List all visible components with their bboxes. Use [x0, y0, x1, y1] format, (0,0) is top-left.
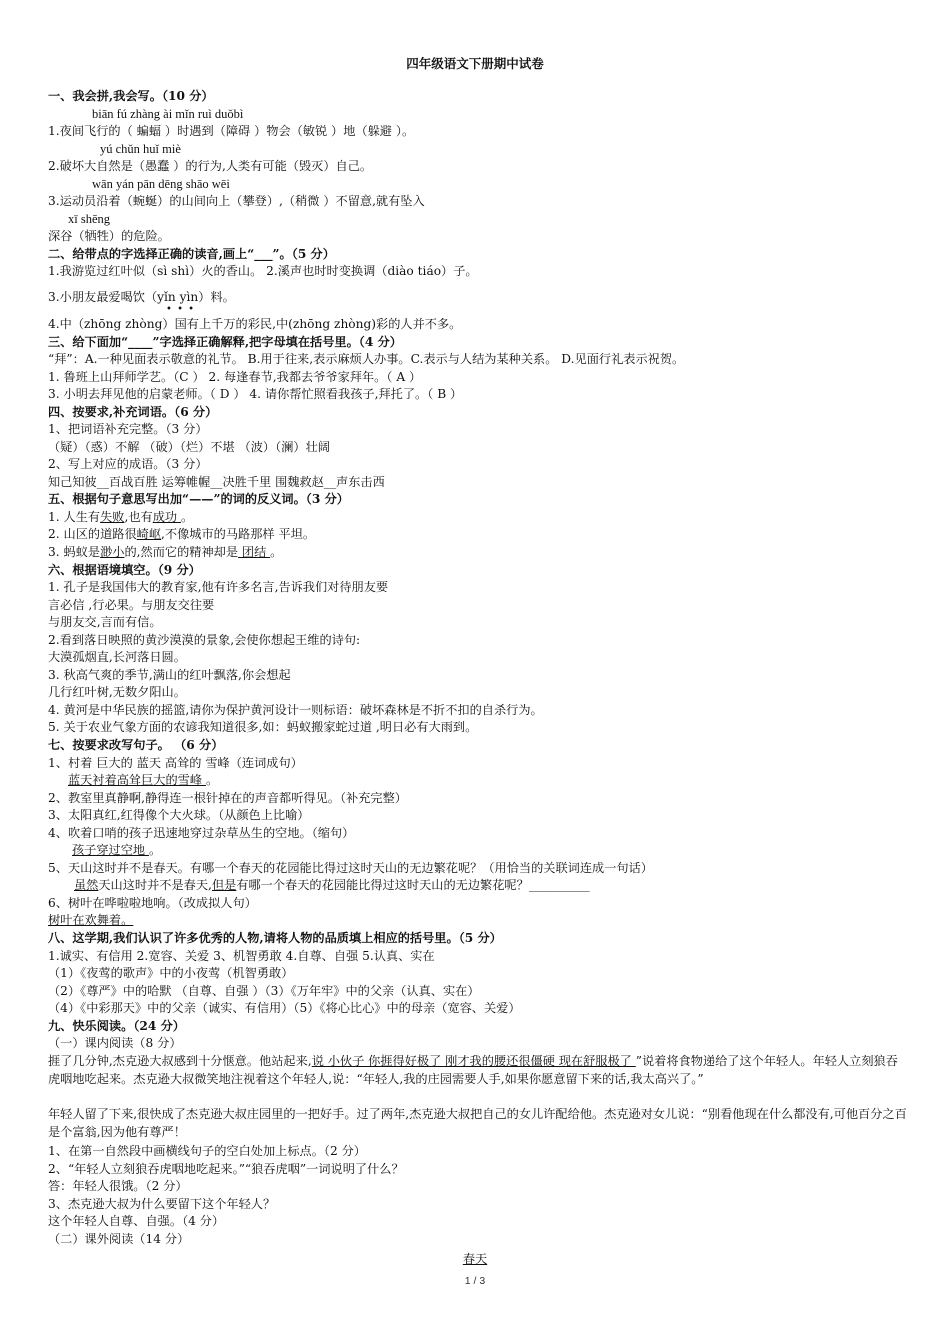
question-6-2: 2.看到落日映照的黄沙漠漠的景象,会使你想起王维的诗句:: [48, 633, 361, 647]
question-4-1: 1、把词语补充完整。（3 分）: [48, 422, 208, 436]
reading-1-paragraph-2: 年轻人留了下来,很快成了杰克逊大叔庄园里的一把好手。过了两年,杰克逊大叔把自己的女儿许配给他。杰克逊对女儿说：“别看他现在什么都没有,可他百分之百是个富翁,因为他有尊严！: [48, 1107, 907, 1139]
reading-2-heading: （二）课外阅读（14 分）: [48, 1232, 190, 1246]
question-4-2: 2、写上对应的成语。（3 分）: [48, 457, 208, 471]
question-7-6-answer: 树叶在欢舞着。: [48, 913, 134, 927]
section-7-heading: 七、按要求改写句子。 （6 分）: [48, 738, 224, 752]
question-3-1: 1. 鲁班上山拜师学艺。（C ） 2. 每逢春节,我都去爷爷家拜年。（ A ）: [48, 370, 422, 384]
section-8-heading: 八、这学期,我们认识了许多优秀的人物,请将人物的品质填上相应的括号里。（5 分）: [48, 931, 502, 945]
question-7-1: 1、村着 巨大的 蓝天 高耸的 雪峰（连词成句）: [48, 756, 303, 770]
question-8-4-5: （4）《中彩那天》中的父亲（诚实、有信用）（5）《将心比心》中的母亲（宽容、关爱）: [48, 1001, 521, 1015]
pinyin-line-2: yú chǔn huǐ miè: [100, 142, 181, 156]
question-7-4-answer: 孩子穿过空地 。: [72, 843, 162, 857]
question-6-1: 1. 孔子是我国伟大的教育家,他有许多名言,告诉我们对待朋友要: [48, 580, 389, 594]
question-5-1: 1. 人生有失败,也有成功 。: [48, 510, 194, 524]
question-2-4: 4.中（zhōng zhòng）国有上千万的彩民,中(zhōng zhòng)彩的人并不多。: [48, 317, 462, 331]
question-3-definitions: “拜”：A.一种见面表示敬意的礼节。 B.用于往来,表示麻烦人办事。C.表示与人结为某种关系。 D.见面行礼表示祝贺。: [48, 352, 685, 366]
question-2-3: 3.小朋友最爱喝饮（yǐn yìn）料。: [48, 290, 235, 304]
reading-2-title: 春天: [462, 1252, 488, 1266]
pinyin-line-3: wān yán pān dēng shāo wēi: [92, 177, 230, 191]
section-5-heading: 五、根据句子意思写出加“——”的词的反义词。（3 分）: [48, 492, 349, 506]
question-7-6: 6、树叶在哗啦啦地响。（改成拟人句）: [48, 896, 257, 910]
question-4-2-answer: 知己知彼__百战百胜 运筹帷幄__决胜千里 围魏救赵__声东击西: [48, 475, 385, 489]
question-3-2: 3. 小明去拜见他的启蒙老师。（ D ） 4. 请你帮忙照看我孩子,拜托了。（ B ）: [48, 387, 463, 401]
question-8-2-3: （2）《尊严》中的哈默 （自尊、自强 ）（3）《万年牢》中的父亲（认真、实在）: [48, 984, 480, 998]
question-1-2: 2.破坏大自然是（愚蠢 ）的行为,人类有可能（毁灭）自己。: [48, 159, 373, 173]
reading-1-question-2: 2、“年轻人立刻狼吞虎咽地吃起来。”“狼吞虎咽”一词说明了什么？: [48, 1162, 404, 1176]
question-8-1: （1）《夜莺的歌声》中的小夜莺（机智勇敢）: [48, 966, 294, 980]
section-3-heading: 三、给下面加“____”字选择正确解释,把字母填在括号里。（4 分）: [48, 335, 402, 349]
page-title: 四年级语文下册期中试卷: [406, 56, 544, 71]
question-6-4: 4. 黄河是中华民族的摇篮,请你为保护黄河设计一则标语：破坏森林是不折不扣的自杀行为。: [48, 703, 543, 717]
question-4-1-answer: （疑）（惑）不解 （破）（烂）不堪 （波）（澜）壮阔: [48, 440, 330, 454]
section-9-heading: 九、快乐阅读。（24 分）: [48, 1019, 185, 1033]
reading-1-answer-3: 这个年轻人自尊、自强。（4 分）: [48, 1214, 225, 1228]
question-7-2: 2、教室里真静啊,静得连一根针掉在的声音都听得见。（补充完整）: [48, 791, 407, 805]
question-7-1-answer: 蓝天衬着高耸巨大的雪峰 。: [68, 773, 219, 787]
question-6-3: 3. 秋高气爽的季节,满山的红叶飘落,你会想起: [48, 668, 291, 682]
reading-1-heading: （一）课内阅读（8 分）: [48, 1036, 182, 1050]
section-4-heading: 四、按要求,补充词语。（6 分）: [48, 405, 218, 419]
question-1-3-cont: 深谷（牺牲）的危险。: [48, 229, 170, 243]
section-2-heading: 二、给带点的字选择正确的读音,画上“___”。（5 分）: [48, 247, 335, 261]
question-1-1: 1.夜间飞行的（ 蝙蝠 ）时遇到（障碍 ）物会（敏锐 ）地（躲避 ）。: [48, 124, 415, 138]
question-1-3: 3.运动员沿着（蜿蜒）的山间向上（攀登）,（稍微 ）不留意,就有坠入: [48, 194, 425, 208]
emphasis-dots: • • •: [166, 304, 196, 315]
question-6-1-answer-a: 言必信 ,行必果。与朋友交往要: [48, 598, 215, 612]
pinyin-line-4: xī shēng: [68, 212, 111, 226]
question-7-3: 3、太阳真红,红得像个大火球。（从颜色上比喻）: [48, 808, 310, 822]
question-7-4: 4、吹着口哨的孩子迅速地穿过杂草丛生的空地。（缩句）: [48, 826, 355, 840]
question-2-1: 1.我游览过红叶似（sì shì）火的香山。 2.溪声也时时变换调（diào tiáo）子。: [48, 264, 478, 278]
question-7-5: 5、天山这时并不是春天。有哪一个春天的花园能比得过这时天山的无边繁花呢？（用恰当的关联词连成一句话）: [48, 861, 653, 875]
question-6-3-answer: 几行红叶树,无数夕阳山。: [48, 685, 186, 699]
section-6-heading: 六、根据语境填空。（9 分）: [48, 563, 201, 577]
question-6-5: 5. 关于农业气象方面的农谚我知道很多,如：蚂蚁搬家蛇过道 ,明日必有大雨到。: [48, 720, 478, 734]
question-5-3: 3. 蚂蚁是渺小的,然而它的精神却是 团结 。: [48, 545, 283, 559]
question-7-5-answer: 虽然天山这时并不是春天,但是有哪一个春天的花园能比得过这时天山的无边繁花呢？__________: [74, 878, 590, 892]
question-8-options: 1.诚实、有信用 2.宽容、关爱 3、机智勇敢 4.自尊、自强 5.认真、实在: [48, 949, 435, 963]
question-6-2-answer: 大漠孤烟直,长河落日圆。: [48, 650, 186, 664]
reading-1-answer-2: 答：年轻人很饿。（2 分）: [48, 1179, 188, 1193]
reading-1-paragraph-1: 捱了几分钟,杰克逊大叔感到十分惬意。他站起来,说 小伙子 你捱得好极了 刚才我的腰还很僵硬 现在舒服极了 ”说着将食物递给了这个年轻人。年轻人立刻狼吞虎咽地吃起来。杰克逊大叔微笑地注视着这个年轻人,说：“年轻人,我的庄园需要人手,如果你愿意留下来的话,我太高兴了。”: [48, 1054, 898, 1086]
page-number: 1 / 3: [464, 1275, 486, 1287]
reading-1-question-3: 3、杰克逊大叔为什么要留下这个年轻人？: [48, 1197, 276, 1211]
pinyin-line-1: biān fú zhàng ài mǐn ruì duǒbì: [92, 107, 244, 121]
question-5-2: 2. 山区的道路很崎岖,不像城市的马路那样 平坦。: [48, 527, 316, 541]
section-1-heading: 一、我会拼,我会写。（10 分）: [48, 89, 214, 103]
question-6-1-answer-b: 与朋友交,言而有信。: [48, 615, 162, 629]
reading-1-question-1: 1、在第一自然段中画横线句子的空白处加上标点。（2 分）: [48, 1144, 366, 1158]
